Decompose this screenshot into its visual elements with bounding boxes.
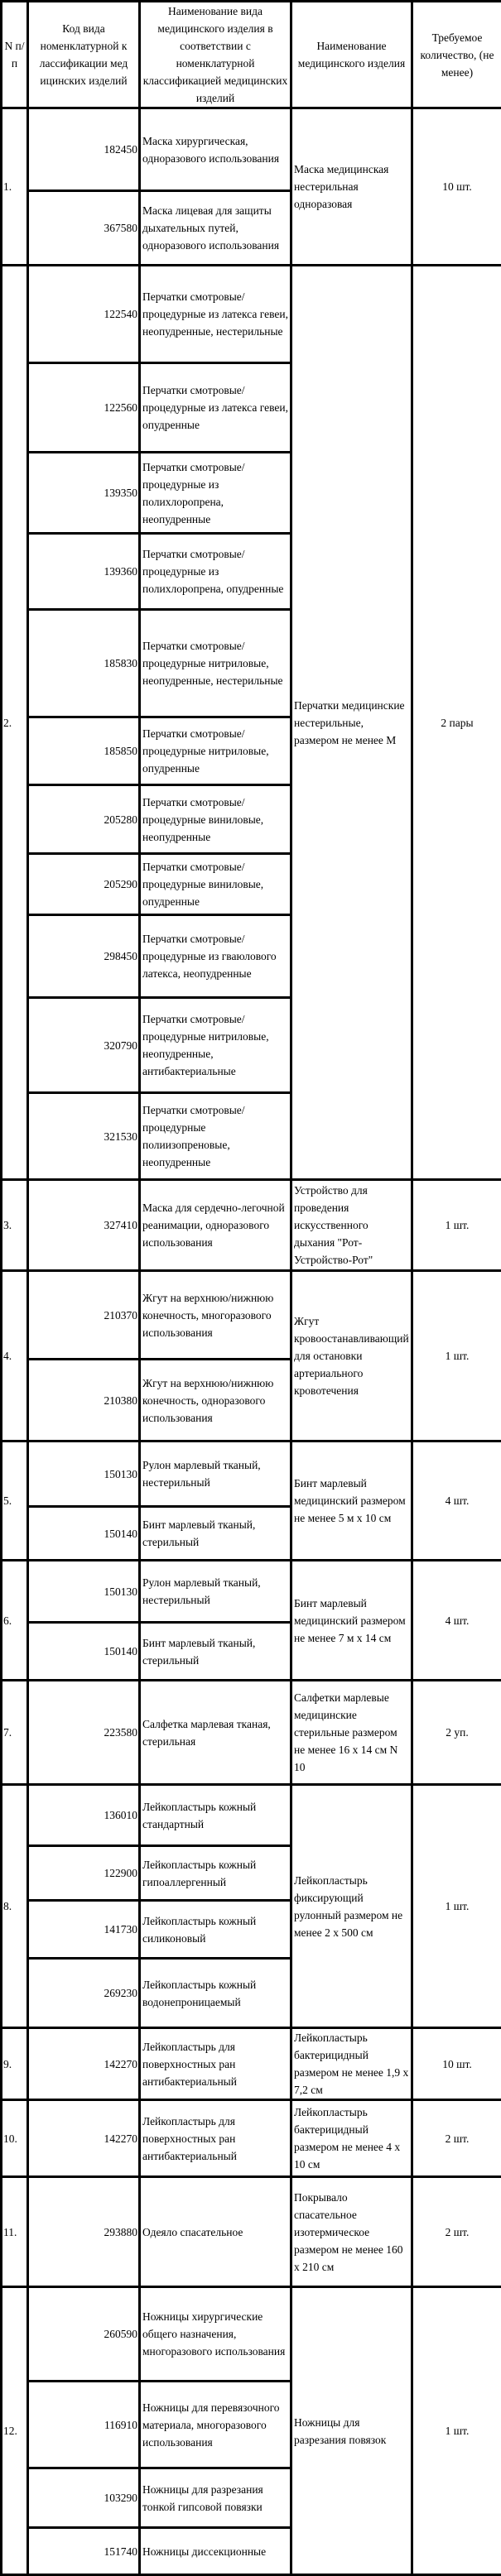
quantity: 2 пары: [412, 266, 501, 1180]
item-code: 150130: [28, 1561, 140, 1623]
product-name: Устройство для проведения искусственного дыхания "Рот-Устройство-Рот": [291, 1180, 412, 1271]
quantity: 10 шт.: [412, 2028, 501, 2100]
row-number: 7.: [2, 1681, 28, 1785]
item-code: 327410: [28, 1180, 140, 1271]
item-code: 151740: [28, 2528, 140, 2575]
table-row: [2, 2028, 501, 2100]
item-name: Жгут на верхнюю/нижнюю конечность, одноразового использования: [140, 1360, 291, 1442]
item-code: 122560: [28, 363, 140, 453]
item-code: 269230: [28, 1959, 140, 2028]
item-name: Ножницы для перевязочного материала, многоразового использования: [140, 2382, 291, 2468]
item-name: Лейкопластырь для поверхностных ран антибактериальный: [140, 2100, 291, 2177]
header-row: [2, 2, 501, 108]
quantity: 4 шт.: [412, 1561, 501, 1681]
quantity: 4 шт.: [412, 1442, 501, 1561]
item-name: Бинт марлевый тканый, стерильный: [140, 1507, 291, 1561]
item-name: Перчатки смотровые/процедурные полиизопреновые, неопудренные: [140, 1093, 291, 1180]
item-name: Перчатки смотровые/процедурные виниловые, опудренные: [140, 854, 291, 915]
item-name: Лейкопластырь кожный стандартный: [140, 1785, 291, 1846]
item-name: Маска для сердечно-легочной реанимации, одноразового использования: [140, 1180, 291, 1271]
item-code: 142270: [28, 2100, 140, 2177]
table-row: [2, 108, 501, 191]
row-number: 5.: [2, 1442, 28, 1561]
item-name: Салфетка марлевая тканая, стерильная: [140, 1681, 291, 1785]
product-name: Маска медицинская нестерильная одноразовая: [291, 108, 412, 266]
item-code: 136010: [28, 1785, 140, 1846]
item-name: Перчатки смотровые/процедурные из полихлоропрена, неопудренные: [140, 453, 291, 534]
item-code: 205280: [28, 785, 140, 854]
row-number: 12.: [2, 2287, 28, 2575]
quantity: 2 шт.: [412, 2100, 501, 2177]
row-number: 4.: [2, 1271, 28, 1442]
item-name: Перчатки смотровые/процедурные виниловые, неопудренные: [140, 785, 291, 854]
product-name: Бинт марлевый медицинский размером не менее 7 м x 14 см: [291, 1561, 412, 1681]
product-name: Лейкопластырь бактерицидный размером не менее 4 x 10 см: [291, 2100, 412, 2177]
item-code: 150140: [28, 1623, 140, 1681]
item-name: Маска лицевая для защиты дыхательных путей, одноразового использования: [140, 191, 291, 266]
product-name: Покрывало спасательное изотермическое размером не менее 160 x 210 см: [291, 2177, 412, 2287]
product-name: Лейкопластырь бактерицидный размером не менее 1,9 x 7,2 см: [291, 2028, 412, 2100]
item-code: 142270: [28, 2028, 140, 2100]
quantity: 2 уп.: [412, 1681, 501, 1785]
item-name: Ножницы диссекционные: [140, 2528, 291, 2575]
item-code: 185850: [28, 717, 140, 785]
table-row: [2, 2287, 501, 2382]
quantity: 1 шт.: [412, 2287, 501, 2575]
table-row: [2, 2100, 501, 2177]
item-code: 210380: [28, 1360, 140, 1442]
row-number: 1.: [2, 108, 28, 266]
item-code: 139350: [28, 453, 140, 534]
quantity: 1 шт.: [412, 1271, 501, 1442]
item-name: Жгут на верхнюю/нижнюю конечность, многоразового использования: [140, 1271, 291, 1360]
item-code: 139360: [28, 534, 140, 610]
quantity: 1 шт.: [412, 1180, 501, 1271]
item-code: 116910: [28, 2382, 140, 2468]
product-name: Ножницы для разрезания повязок: [291, 2287, 412, 2575]
item-name: Бинт марлевый тканый, стерильный: [140, 1623, 291, 1681]
item-name: Ножницы для разрезания тонкой гипсовой повязки: [140, 2468, 291, 2528]
header-qty: Требуемое количество, (не менее): [412, 2, 501, 108]
table-row: [2, 1271, 501, 1360]
item-name: Перчатки смотровые/процедурные нитриловые, неопудренные, нестерильные: [140, 610, 291, 717]
item-name: Перчатки смотровые/процедурные из латекса гевеи, неопудренные, нестерильные: [140, 266, 291, 363]
row-number: 10.: [2, 2100, 28, 2177]
quantity: 10 шт.: [412, 108, 501, 266]
item-name: Лейкопластырь кожный водонепроницаемый: [140, 1959, 291, 2028]
row-number: 6.: [2, 1561, 28, 1681]
table-row: [2, 266, 501, 363]
table-row: [2, 1442, 501, 1507]
item-code: 320790: [28, 998, 140, 1093]
item-code: 205290: [28, 854, 140, 915]
item-code: 122540: [28, 266, 140, 363]
item-name: Ножницы хирургические общего назначения, многоразового использования: [140, 2287, 291, 2382]
product-name: Жгут кровоостанавливающий для остановки артериального кровотечения: [291, 1271, 412, 1442]
item-name: Лейкопластырь кожный гипоаллергенный: [140, 1846, 291, 1901]
item-name: Лейкопластырь кожный силиконовый: [140, 1901, 291, 1959]
item-name: Одеяло спасательное: [140, 2177, 291, 2287]
quantity: 2 шт.: [412, 2177, 501, 2287]
item-code: 150130: [28, 1442, 140, 1507]
table-row: [2, 2177, 501, 2287]
item-name: Маска хирургическая, одноразового использования: [140, 108, 291, 191]
item-code: 298450: [28, 915, 140, 998]
item-name: Рулон марлевый тканый, нестерильный: [140, 1442, 291, 1507]
product-name: Перчатки медицинские нестерильные, размером не менее M: [291, 266, 412, 1180]
item-code: 185830: [28, 610, 140, 717]
item-code: 367580: [28, 191, 140, 266]
header-name: Наименование вида медицинского изделия в соответствии с номенклатурной классификацией медицинских изделий: [140, 2, 291, 108]
item-name: Лейкопластырь для поверхностных ран антибактериальный: [140, 2028, 291, 2100]
item-name: Перчатки смотровые/процедурные из гваюлового латекса, неопудренные: [140, 915, 291, 998]
row-number: 3.: [2, 1180, 28, 1271]
row-number: 8.: [2, 1785, 28, 2028]
item-name: Перчатки смотровые/процедурные нитриловые, неопудренные, антибактериальные: [140, 998, 291, 1093]
row-number: 11.: [2, 2177, 28, 2287]
quantity: 1 шт.: [412, 1785, 501, 2028]
table-row: [2, 1180, 501, 1271]
header-product: Наименование медицинского изделия: [291, 2, 412, 108]
item-code: 141730: [28, 1901, 140, 1959]
item-code: 321530: [28, 1093, 140, 1180]
item-code: 210370: [28, 1271, 140, 1360]
item-code: 293880: [28, 2177, 140, 2287]
row-number: 2.: [2, 266, 28, 1180]
item-name: Перчатки смотровые/процедурные из латекса гевеи, опудренные: [140, 363, 291, 453]
item-code: 223580: [28, 1681, 140, 1785]
table-row: [2, 1785, 501, 1846]
item-name: Рулон марлевый тканый, нестерильный: [140, 1561, 291, 1623]
item-code: 103290: [28, 2468, 140, 2528]
item-code: 122900: [28, 1846, 140, 1901]
table-row: [2, 1561, 501, 1623]
row-number: 9.: [2, 2028, 28, 2100]
product-name: Бинт марлевый медицинский размером не менее 5 м x 10 см: [291, 1442, 412, 1561]
product-name: Лейкопластырь фиксирующий рулонный размером не менее 2 x 500 см: [291, 1785, 412, 2028]
item-code: 150140: [28, 1507, 140, 1561]
header-num: N п/п: [2, 2, 28, 108]
product-name: Салфетки марлевые медицинские стерильные размером не менее 16 x 14 см N 10: [291, 1681, 412, 1785]
item-name: Перчатки смотровые/процедурные нитриловые, опудренные: [140, 717, 291, 785]
item-code: 182450: [28, 108, 140, 191]
item-name: Перчатки смотровые/процедурные из полихлоропрена, опудренные: [140, 534, 291, 610]
header-code: Код вида номенклатурной к лассификации мед ицинских изделий: [28, 2, 140, 108]
item-code: 260590: [28, 2287, 140, 2382]
table-row: [2, 1681, 501, 1785]
